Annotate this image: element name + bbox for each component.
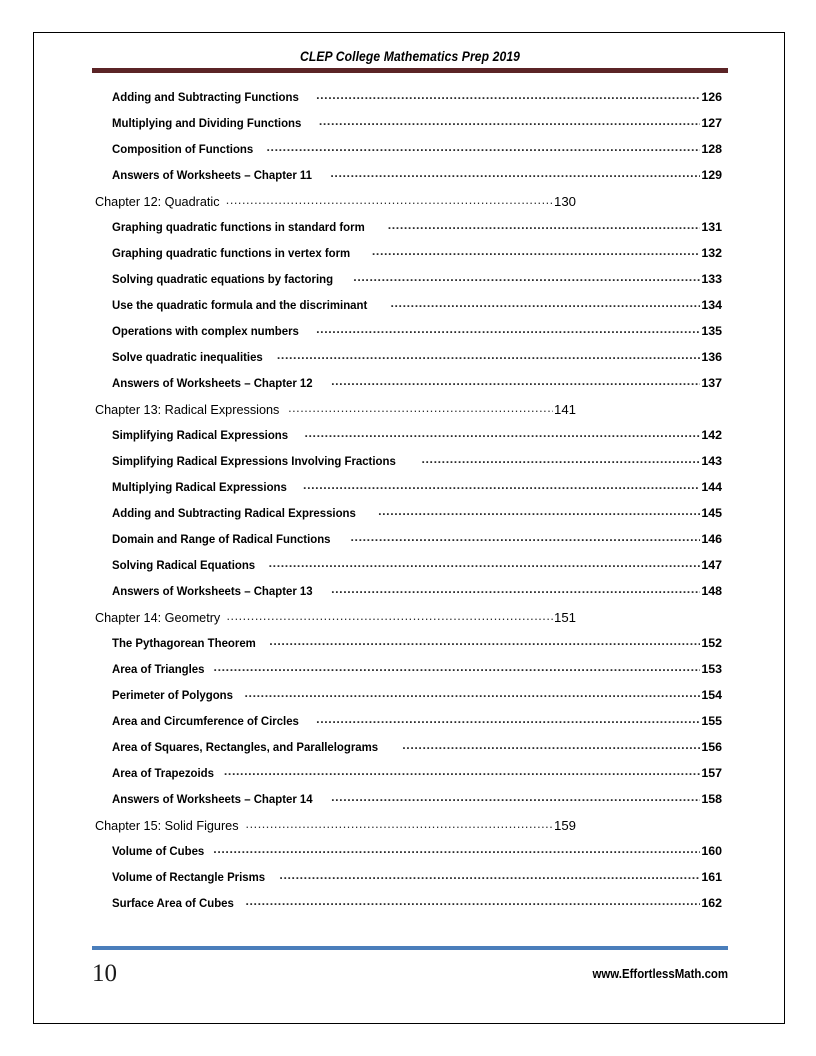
- toc-dot-leader: [269, 635, 700, 647]
- toc-entry-page-number: 159: [553, 818, 576, 834]
- toc-chapter-row[interactable]: [34, 817, 785, 843]
- toc-entry-label: Area of Squares, Rectangles, and Parallelograms: [112, 740, 379, 755]
- toc-dot-leader: [388, 219, 701, 231]
- toc-entry-row[interactable]: [34, 479, 785, 505]
- toc-entry-page-number: 151: [553, 610, 576, 626]
- toc-entry-page-number: 161: [701, 870, 722, 885]
- toc-entry-row[interactable]: [34, 505, 785, 531]
- toc-entry-page-number: 131: [701, 220, 722, 235]
- toc-entry-row[interactable]: [34, 765, 785, 791]
- toc-dot-leader: [279, 869, 700, 881]
- toc-dot-leader: [213, 843, 700, 855]
- toc-entry-label: Area and Circumference of Circles: [112, 714, 299, 729]
- toc-entry-row[interactable]: [34, 739, 785, 765]
- toc-dot-leader: [245, 687, 701, 699]
- toc-entry-label: Solve quadratic inequalities: [112, 350, 263, 365]
- toc-entry-row[interactable]: [34, 141, 785, 167]
- toc-chapter-row[interactable]: [34, 609, 785, 635]
- toc-entry-label: Answers of Worksheets – Chapter 13: [112, 584, 313, 599]
- toc-entry-page-number: 137: [701, 376, 722, 391]
- toc-chapter-row[interactable]: [34, 401, 785, 427]
- toc-entry-page-number: 152: [701, 636, 722, 651]
- toc-entry-page-number: 143: [701, 454, 722, 469]
- toc-entry-row[interactable]: [34, 869, 785, 895]
- toc-dot-leader: [303, 479, 700, 491]
- toc-entry-label: Answers of Worksheets – Chapter 14: [112, 792, 313, 807]
- toc-entry-page-number: 160: [701, 844, 722, 859]
- toc-entry-row[interactable]: [34, 167, 785, 193]
- toc-dot-leader: [246, 817, 553, 830]
- toc-entry-page-number: 155: [701, 714, 722, 729]
- toc-entry-page-number: 128: [701, 142, 722, 157]
- toc-dot-leader: [319, 115, 701, 127]
- toc-entry-row[interactable]: [34, 453, 785, 479]
- toc-entry-label: Solving Radical Equations: [112, 558, 256, 573]
- toc-entry-row[interactable]: [34, 271, 785, 297]
- toc-entry-label: Multiplying and Dividing Functions: [112, 116, 302, 131]
- toc-entry-label: Area of Triangles: [112, 662, 205, 677]
- toc-dot-leader: [351, 531, 701, 543]
- toc-dot-leader: [390, 297, 700, 309]
- toc-entry-label: Operations with complex numbers: [112, 324, 299, 339]
- footer-website-link[interactable]: www.EffortlessMath.com: [592, 965, 728, 981]
- toc-entry-label: Chapter 14: Geometry: [95, 610, 221, 626]
- toc-dot-leader: [304, 427, 700, 439]
- toc-entry-page-number: 142: [701, 428, 722, 443]
- toc-dot-leader: [402, 739, 700, 751]
- toc-entry-row[interactable]: [34, 375, 785, 401]
- header-rule: [92, 68, 728, 73]
- toc-dot-leader: [288, 401, 553, 414]
- toc-entry-label: Perimeter of Polygons: [112, 688, 233, 703]
- toc-entry-label: Answers of Worksheets – Chapter 12: [112, 376, 313, 391]
- toc-dot-leader: [421, 453, 700, 465]
- toc-dot-leader: [316, 89, 700, 101]
- toc-entry-page-number: 132: [701, 246, 722, 261]
- toc-entry-label: Graphing quadratic functions in vertex form: [112, 246, 351, 261]
- toc-dot-leader: [245, 895, 700, 907]
- footer-rule: [92, 946, 728, 950]
- toc-entry-page-number: 147: [701, 558, 722, 573]
- toc-dot-leader: [330, 167, 700, 179]
- toc-dot-leader: [331, 791, 700, 803]
- toc-entry-page-number: 130: [553, 194, 576, 210]
- toc-entry-label: Volume of Cubes: [112, 844, 205, 859]
- page-footer: [92, 946, 728, 987]
- toc-entry-label: Answers of Worksheets – Chapter 11: [112, 168, 312, 183]
- toc-dot-leader: [353, 271, 700, 283]
- toc-entry-row[interactable]: [34, 427, 785, 453]
- toc-dot-leader: [226, 193, 553, 206]
- footer-page-number: 10: [92, 959, 117, 987]
- toc-entry-row[interactable]: [34, 583, 785, 609]
- toc-entry-row[interactable]: [34, 661, 785, 687]
- toc-entry-page-number: 134: [701, 298, 722, 313]
- toc-entry-page-number: 148: [701, 584, 722, 599]
- toc-entry-label: Composition of Functions: [112, 142, 254, 157]
- toc-entry-label: The Pythagorean Theorem: [112, 636, 256, 651]
- toc-dot-leader: [331, 375, 700, 387]
- toc-entry-page-number: 133: [701, 272, 722, 287]
- table-of-contents: [34, 89, 785, 921]
- toc-dot-leader: [316, 323, 700, 335]
- toc-entry-page-number: 153: [701, 662, 722, 677]
- toc-entry-page-number: 162: [701, 896, 722, 911]
- page-header-title: CLEP College Mathematics Prep 2019: [299, 49, 521, 64]
- toc-entry-row[interactable]: [34, 791, 785, 817]
- toc-entry-row[interactable]: [34, 297, 785, 323]
- toc-dot-leader: [378, 505, 700, 517]
- toc-entry-row[interactable]: [34, 687, 785, 713]
- toc-dot-leader: [277, 349, 700, 361]
- toc-entry-page-number: 145: [701, 506, 722, 521]
- toc-entry-label: Surface Area of Cubes: [112, 896, 234, 911]
- toc-dot-leader: [269, 557, 701, 569]
- toc-dot-leader: [372, 245, 700, 257]
- toc-entry-row[interactable]: [34, 843, 785, 869]
- toc-entry-row[interactable]: [34, 895, 785, 921]
- toc-entry-label: Chapter 15: Solid Figures: [95, 818, 239, 834]
- toc-chapter-row[interactable]: [34, 193, 785, 219]
- toc-entry-label: Adding and Subtracting Functions: [112, 90, 299, 105]
- toc-entry-label: Solving quadratic equations by factoring: [112, 272, 334, 287]
- document-page: [33, 32, 785, 1024]
- toc-dot-leader: [214, 661, 701, 673]
- toc-entry-page-number: 154: [701, 688, 722, 703]
- toc-entry-row[interactable]: [34, 219, 785, 245]
- toc-entry-row[interactable]: [34, 349, 785, 375]
- toc-entry-row[interactable]: [34, 89, 785, 115]
- toc-entry-label: Graphing quadratic functions in standard form: [112, 220, 365, 235]
- toc-entry-page-number: 135: [701, 324, 722, 339]
- toc-entry-row[interactable]: [34, 323, 785, 349]
- toc-entry-label: Use the quadratic formula and the discriminant: [112, 298, 368, 313]
- toc-entry-page-number: 158: [701, 792, 722, 807]
- toc-dot-leader: [316, 713, 700, 725]
- toc-entry-label: Domain and Range of Radical Functions: [112, 532, 331, 547]
- toc-entry-page-number: 144: [701, 480, 722, 495]
- toc-entry-row[interactable]: [34, 635, 785, 661]
- toc-entry-page-number: 157: [701, 766, 722, 781]
- toc-entry-page-number: 129: [701, 168, 722, 183]
- toc-entry-row[interactable]: [34, 713, 785, 739]
- toc-entry-page-number: 141: [553, 402, 576, 418]
- toc-entry-label: Multiplying Radical Expressions: [112, 480, 287, 495]
- toc-entry-label: Area of Trapezoids: [112, 766, 214, 781]
- toc-entry-page-number: 126: [701, 90, 722, 105]
- toc-dot-leader: [224, 765, 700, 777]
- toc-dot-leader: [331, 583, 700, 595]
- toc-entry-label: Adding and Subtracting Radical Expressions: [112, 506, 356, 521]
- toc-entry-page-number: 146: [701, 532, 722, 547]
- toc-entry-row[interactable]: [34, 115, 785, 141]
- toc-entry-row[interactable]: [34, 557, 785, 583]
- toc-entry-page-number: 127: [701, 116, 722, 131]
- toc-entry-row[interactable]: [34, 245, 785, 271]
- toc-entry-label: Chapter 12: Quadratic: [95, 194, 220, 210]
- toc-dot-leader: [267, 141, 701, 153]
- toc-entry-label: Simplifying Radical Expressions: [112, 428, 289, 443]
- toc-entry-label: Volume of Rectangle Prisms: [112, 870, 266, 885]
- toc-entry-page-number: 136: [701, 350, 722, 365]
- toc-entry-page-number: 156: [701, 740, 722, 755]
- toc-entry-label: Chapter 13: Radical Expressions: [95, 402, 280, 418]
- page-header: [92, 49, 728, 73]
- toc-dot-leader: [226, 609, 553, 622]
- toc-entry-row[interactable]: [34, 531, 785, 557]
- toc-entry-label: Simplifying Radical Expressions Involving Fractions: [112, 454, 396, 469]
